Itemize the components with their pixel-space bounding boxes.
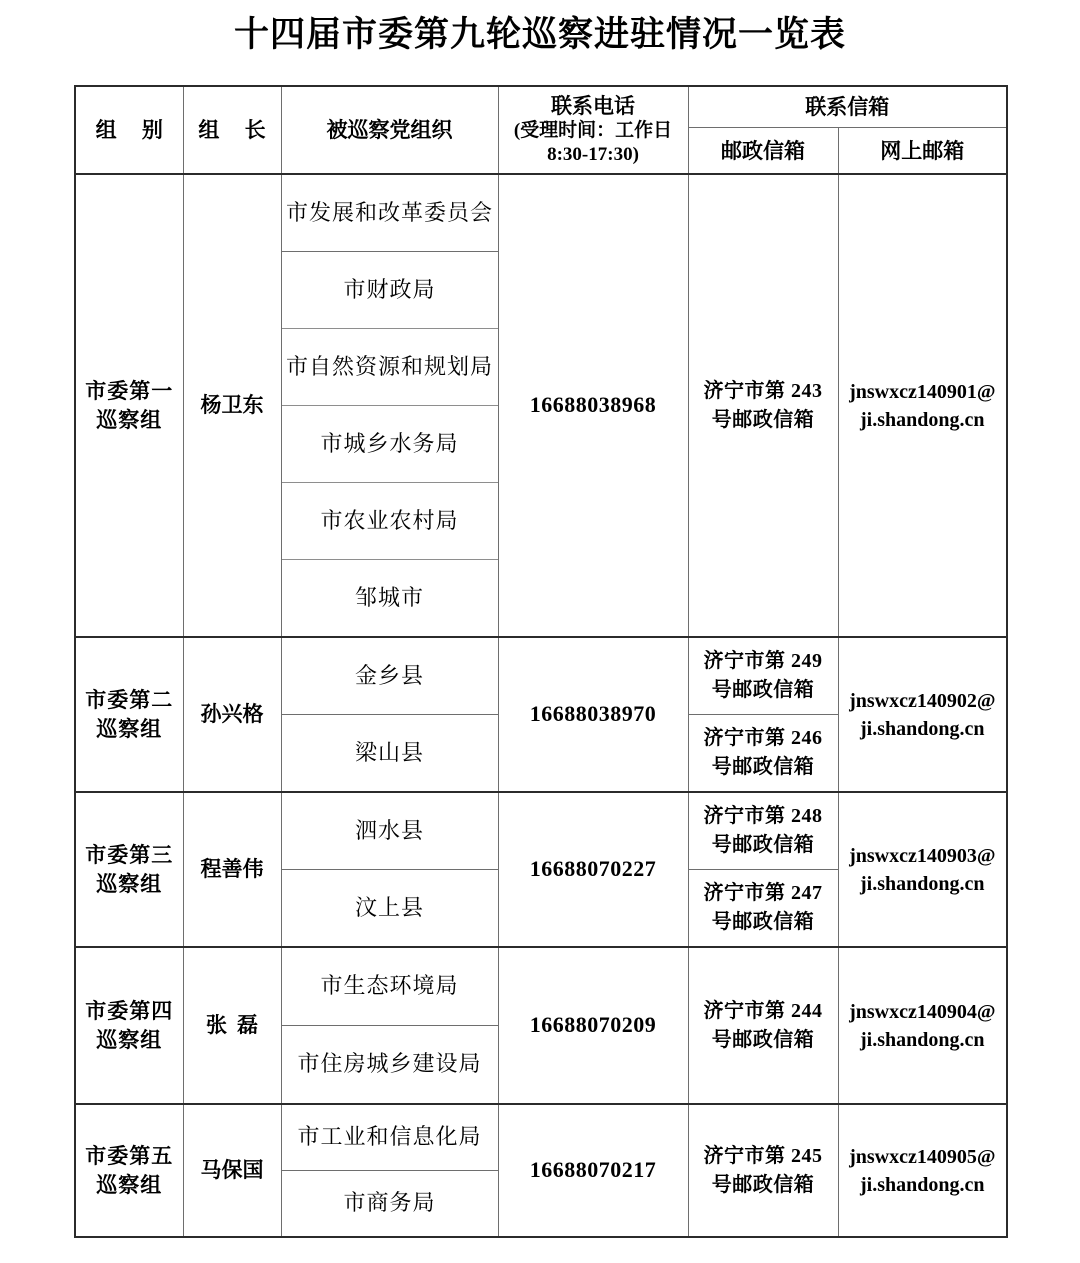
organization-cell: 市自然资源和规划局 [281,329,498,406]
column-header-leader-label: 组 长 [198,117,276,142]
contact-phone-cell: 16688070217 [498,1104,688,1237]
postal-box-cell [688,870,838,948]
postal-box-line2: 号邮政信箱 [711,1028,815,1051]
organization-cell: 泗水县 [281,792,498,870]
column-header-organization [281,86,498,174]
column-header-postal-box [688,128,838,174]
column-header-phone-hours-line2: 8:30-17:30) [547,144,639,166]
table-row [75,637,1007,715]
contact-phone-cell: 16688038968 [498,174,688,637]
leader-name-label: 马保国 [200,1158,264,1183]
organization-cell: 市生态环境局 [281,947,498,1026]
group-name-line1: 市委第三 [85,842,174,867]
column-header-online-email [838,128,1007,174]
group-name-line2: 巡察组 [96,407,163,432]
online-email-line1: jnswxcz140903@ [849,844,996,867]
leader-name-label: 张磊 [206,1013,268,1038]
leader-name-cell [183,637,281,792]
online-email-line1: jnswxcz140904@ [849,1000,996,1023]
organization-cell: 市城乡水务局 [281,406,498,483]
postal-box-cell [688,637,838,715]
column-header-phone [498,86,688,174]
contact-phone-cell: 16688070227 [498,792,688,947]
leader-name-cell [183,947,281,1104]
table-row [75,174,1007,252]
organization-cell: 梁山县 [281,715,498,793]
group-name-cell [75,1104,183,1237]
group-name-cell [75,637,183,792]
column-header-organization-label: 被巡察党组织 [326,117,453,142]
group-name-line2: 巡察组 [96,871,163,896]
online-email-line2: ji.shandong.cn [860,1173,985,1196]
table-row [75,947,1007,1026]
organization-cell: 金乡县 [281,637,498,715]
group-name-cell [75,174,183,637]
column-header-leader [183,86,281,174]
postal-box-line1: 济宁市第 249 [703,650,823,672]
postal-box-line1: 济宁市第 247 [703,882,823,904]
online-email-line1: jnswxcz140901@ [849,380,996,403]
online-email-line2: ji.shandong.cn [860,872,985,895]
postal-box-line2: 号邮政信箱 [711,834,815,856]
online-email-line1: jnswxcz140905@ [849,1145,996,1168]
postal-box-line2: 号邮政信箱 [711,911,815,933]
table-header [75,86,1007,174]
column-header-phone-hours-line1: (受理时间：工作日 [513,120,673,142]
online-email-cell [838,174,1007,637]
table-row [75,1104,1007,1171]
online-email-line2: ji.shandong.cn [860,408,985,431]
organization-cell: 市财政局 [281,252,498,329]
postal-box-line1: 济宁市第 246 [703,727,823,749]
group-name-cell [75,792,183,947]
group-name-line2: 巡察组 [96,1027,163,1052]
column-header-mailbox-group-label: 联系信箱 [805,95,890,120]
postal-box-line1: 济宁市第 245 [703,1144,823,1167]
postal-box-line1: 济宁市第 248 [703,805,823,827]
group-name-line1: 市委第一 [85,378,174,403]
organization-cell: 汶上县 [281,870,498,948]
postal-box-cell [688,174,838,637]
online-email-cell [838,1104,1007,1237]
page-title: 十四届市委第九轮巡察进驻情况一览表 [233,15,846,54]
table-header-row-1 [75,86,1007,128]
postal-box-line2: 号邮政信箱 [711,756,815,778]
leader-name-label: 孙兴格 [200,702,264,727]
organization-cell: 市农业农村局 [281,483,498,560]
column-header-online-email-label: 网上邮箱 [880,138,965,163]
column-header-phone-main: 联系电话 [551,94,635,119]
column-header-postal-box-label: 邮政信箱 [721,138,805,163]
inspection-table [74,85,1008,1238]
postal-box-cell [688,1104,838,1237]
online-email-cell [838,792,1007,947]
group-name-line1: 市委第四 [85,998,174,1023]
organization-cell: 市住房城乡建设局 [281,1026,498,1105]
organization-cell: 邹城市 [281,560,498,638]
contact-phone-cell: 16688038970 [498,637,688,792]
table-row [75,792,1007,870]
postal-box-cell [688,792,838,870]
inspection-table-container [74,85,1006,1238]
organization-cell: 市发展和改革委员会 [281,174,498,252]
postal-box-cell [688,715,838,793]
leader-name-label: 杨卫东 [200,393,264,418]
postal-box-line2: 号邮政信箱 [711,679,815,701]
column-header-mailbox-group [688,86,1007,128]
online-email-cell [838,637,1007,792]
leader-name-cell [183,792,281,947]
online-email-line2: ji.shandong.cn [860,1028,985,1051]
table-body [75,174,1007,1237]
organization-cell: 市工业和信息化局 [281,1104,498,1171]
group-name-cell [75,947,183,1104]
group-name-line1: 市委第二 [85,687,174,712]
online-email-line1: jnswxcz140902@ [849,689,996,712]
leader-name-cell [183,174,281,637]
postal-box-line1: 济宁市第 244 [703,999,823,1022]
postal-box-line1: 济宁市第 243 [703,379,823,402]
group-name-line2: 巡察组 [96,1172,163,1197]
leader-name-cell [183,1104,281,1237]
online-email-cell [838,947,1007,1104]
organization-cell: 市商务局 [281,1171,498,1238]
postal-box-line2: 号邮政信箱 [711,1173,815,1196]
leader-name-label: 程善伟 [200,857,264,882]
online-email-line2: ji.shandong.cn [860,717,985,740]
column-header-group [75,86,183,174]
postal-box-line2: 号邮政信箱 [711,408,815,431]
group-name-line1: 市委第五 [85,1143,174,1168]
group-name-line2: 巡察组 [96,716,163,741]
contact-phone-cell: 16688070209 [498,947,688,1104]
column-header-group-label: 组 别 [95,117,173,142]
postal-box-cell [688,947,838,1104]
